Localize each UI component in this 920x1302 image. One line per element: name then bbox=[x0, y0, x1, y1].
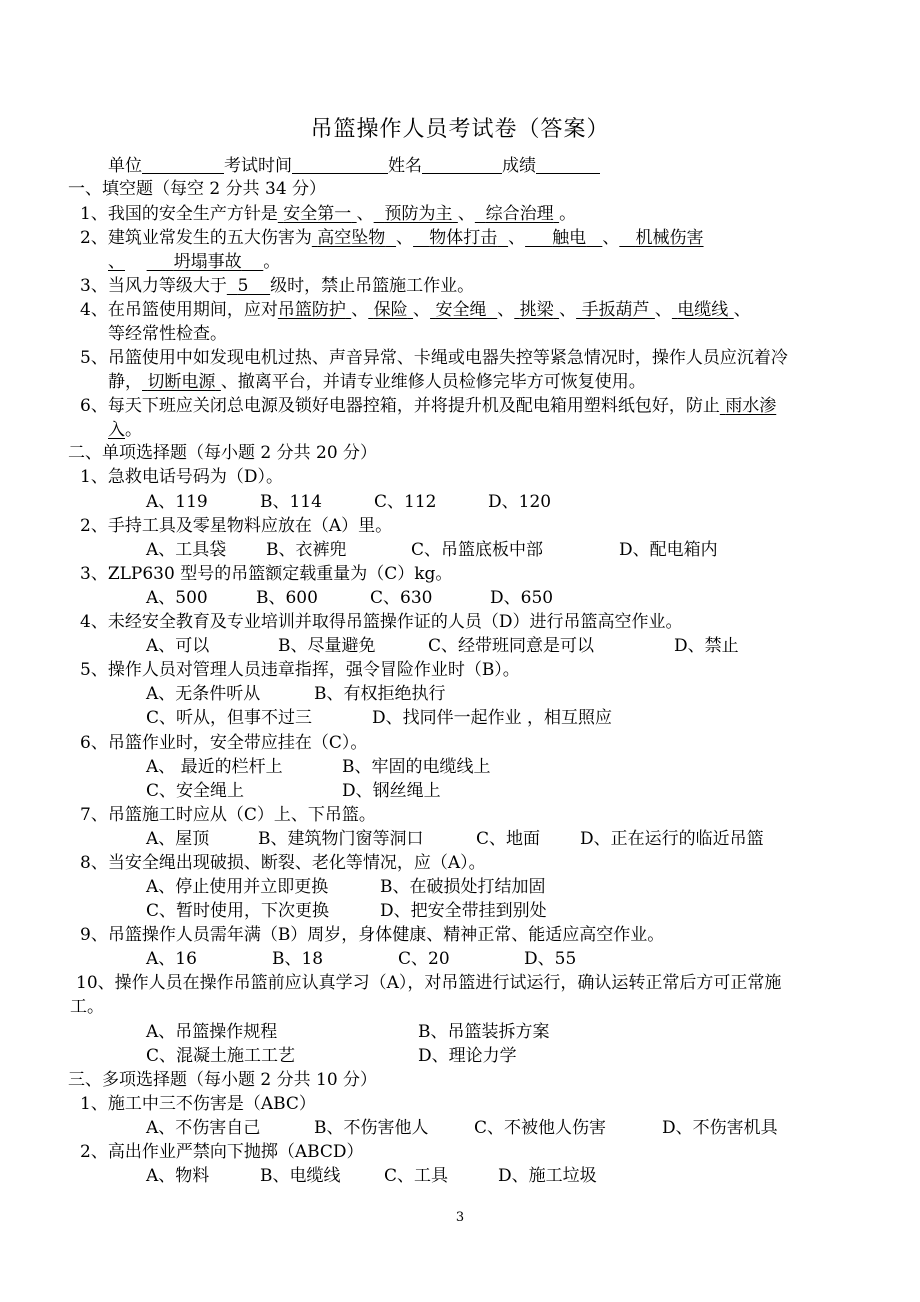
option: D、理论力学 bbox=[418, 1046, 517, 1066]
option: B、电缆线 bbox=[260, 1166, 341, 1186]
option: C、经带班同意是可以 bbox=[428, 636, 595, 656]
option-row bbox=[146, 947, 576, 971]
time-label: 考试时间 bbox=[224, 156, 292, 176]
question-line: 1、我国的安全生产方针是 安全第一 、 预防为主 、 综合治理 。 bbox=[80, 204, 577, 224]
option: B、在破损处打结加固 bbox=[380, 877, 546, 897]
option: C、工具 bbox=[384, 1166, 449, 1186]
answer-blank: 高空坠物 bbox=[317, 228, 386, 248]
option: D、120 bbox=[488, 492, 552, 512]
option-row bbox=[146, 827, 764, 851]
answer-blank: 电缆线 bbox=[677, 300, 729, 320]
option: A、119 bbox=[146, 492, 208, 512]
option: D、钢丝绳上 bbox=[342, 781, 441, 801]
option-row bbox=[146, 1044, 517, 1068]
question-text: 5、操作人员对管理人员违章指挥，强令冒险作业时（B）。 bbox=[80, 660, 520, 680]
answer-blank: 机械伤害 bbox=[635, 228, 704, 248]
question-text: 3、当风力等级大于 bbox=[80, 276, 227, 296]
option: B、18 bbox=[272, 949, 324, 969]
question-text: 8、当安全绳出现破损、断裂、老化等情况，应（A）。 bbox=[80, 853, 486, 873]
option: D、55 bbox=[524, 949, 577, 969]
option-row bbox=[146, 586, 553, 610]
option-row bbox=[146, 899, 547, 923]
answer-blank: 安全绳 bbox=[435, 300, 487, 320]
question-text: 7、吊篮施工时应从（C）上、下吊篮。 bbox=[80, 805, 376, 825]
question-text: 1、急救电话号码为（D）。 bbox=[80, 467, 283, 487]
section-heading: 二、单项选择题（每小题 2 分共 20 分） bbox=[68, 443, 378, 463]
question-text: 2、建筑业常发生的五大伤害为 bbox=[80, 228, 312, 248]
option-row bbox=[146, 682, 446, 706]
section-heading: 一、填空题（每空 2 分共 34 分） bbox=[68, 179, 327, 199]
option-row bbox=[146, 779, 441, 803]
option: C、暂时使用，下次更换 bbox=[146, 901, 330, 921]
option: C、混凝土施工工艺 bbox=[146, 1046, 296, 1066]
option: B、600 bbox=[256, 588, 318, 608]
option: C、安全绳上 bbox=[146, 781, 245, 801]
answer-blank: 5 bbox=[237, 276, 249, 296]
time-blank bbox=[292, 155, 388, 174]
answer-blank: 切断电源 bbox=[147, 372, 216, 392]
question-text: 2、高出作业严禁向下抛掷（ABCD） bbox=[80, 1142, 364, 1162]
question-line: 静， 切断电源 、撤离平台，并请专业维修人员检修完毕方可恢复使用。 bbox=[108, 372, 646, 392]
option: A、500 bbox=[146, 588, 208, 608]
option: D、正在运行的临近吊篮 bbox=[580, 829, 764, 849]
option: B、衣裤兜 bbox=[266, 540, 347, 560]
option: A、物料 bbox=[146, 1166, 210, 1186]
question-text: 2、手持工具及零星物料应放在（A）里。 bbox=[80, 516, 393, 536]
question-text: 1、我国的安全生产方针是 bbox=[80, 204, 278, 224]
option-row bbox=[146, 755, 491, 779]
question-text: 10、操作人员在操作吊篮前应认真学习（A），对吊篮进行试运行，确认运转正常后方可正常施 bbox=[76, 973, 782, 993]
option: D、650 bbox=[490, 588, 554, 608]
question-line: 、 坍塌事故 。 bbox=[108, 252, 281, 272]
option: C、不被他人伤害 bbox=[474, 1118, 607, 1138]
answer-blank: 综合治理 bbox=[485, 204, 554, 224]
option: C、地面 bbox=[476, 829, 541, 849]
question-text: 6、吊篮作业时，安全带应挂在（C）。 bbox=[80, 733, 368, 753]
name-label: 姓名 bbox=[388, 156, 422, 176]
unit-label: 单位 bbox=[108, 156, 142, 176]
option-row bbox=[146, 490, 551, 514]
option: A、可以 bbox=[146, 636, 210, 656]
option: C、112 bbox=[374, 492, 437, 512]
question-text: 4、在吊篮使用期间，应对 bbox=[80, 300, 278, 320]
answer-blank: 安全第一 bbox=[283, 204, 352, 224]
option: A、屋顶 bbox=[146, 829, 210, 849]
score-blank bbox=[536, 155, 600, 174]
answer-blank: 物体打击 bbox=[429, 228, 498, 248]
option: D、禁止 bbox=[674, 636, 739, 656]
option-row bbox=[146, 538, 718, 562]
answer-blank: 入 bbox=[108, 420, 125, 440]
page-title: 吊篮操作人员考试卷（答案） bbox=[310, 117, 610, 142]
option: C、吊篮底板中部 bbox=[411, 540, 544, 560]
answer-blank: 雨水渗 bbox=[725, 396, 777, 416]
option: C、20 bbox=[398, 949, 450, 969]
option-row bbox=[146, 634, 739, 658]
header-fields bbox=[108, 154, 600, 178]
option: A、16 bbox=[146, 949, 197, 969]
answer-blank: 吊篮防护 bbox=[277, 300, 346, 320]
option: D、不伤害机具 bbox=[662, 1118, 778, 1138]
option-row bbox=[146, 875, 546, 899]
question-text: 9、吊篮操作人员需年满（B）周岁，身体健康、精神正常、能适应高空作业。 bbox=[80, 925, 665, 945]
answer-blank: 坍塌事故 bbox=[173, 252, 242, 272]
option: B、牢固的电缆线上 bbox=[342, 757, 491, 777]
question-line: 4、在吊篮使用期间，应对吊篮防护 、 保险 、 安全绳 、 挑梁 、 手扳葫芦 、 电缆线 、 bbox=[80, 300, 751, 320]
question-line: 等经常性检查。 bbox=[108, 324, 227, 344]
option: A、吊篮操作规程 bbox=[146, 1022, 278, 1042]
question-text: 3、ZLP630 型号的吊篮额定载重量为（C）kg。 bbox=[80, 564, 453, 584]
option-row bbox=[146, 706, 612, 730]
option: B、114 bbox=[260, 492, 322, 512]
option-row bbox=[146, 1020, 550, 1044]
option: A、无条件听从 bbox=[146, 684, 261, 704]
option-row bbox=[146, 1116, 778, 1140]
option: A、 最近的栏杆上 bbox=[146, 757, 283, 777]
option: A、不伤害自己 bbox=[146, 1118, 261, 1138]
question-text: 4、未经安全教育及专业培训并取得吊篮操作证的人员（D）进行吊篮高空作业。 bbox=[80, 612, 683, 632]
option-row bbox=[146, 1164, 597, 1188]
option: B、建筑物门窗等洞口 bbox=[258, 829, 424, 849]
page-number: 3 bbox=[455, 1210, 465, 1225]
name-blank bbox=[422, 155, 502, 174]
question-line: 入。 bbox=[108, 420, 142, 440]
option: B、不伤害他人 bbox=[314, 1118, 429, 1138]
option: D、施工垃圾 bbox=[498, 1166, 597, 1186]
option: B、吊篮装拆方案 bbox=[418, 1022, 550, 1042]
option: D、把安全带挂到别处 bbox=[380, 901, 547, 921]
question-line: 3、当风力等级大于 5 级时，禁止吊篮施工作业。 bbox=[80, 276, 475, 296]
option: A、工具袋 bbox=[146, 540, 227, 560]
question-text: 工。 bbox=[70, 997, 104, 1017]
unit-blank bbox=[142, 155, 224, 174]
option: D、配电箱内 bbox=[619, 540, 718, 560]
answer-blank: 挑梁 bbox=[519, 300, 554, 320]
option: C、630 bbox=[370, 588, 433, 608]
question-line: 5、吊篮使用中如发现电机过热、声音异常、卡绳或电器失控等紧急情况时，操作人员应沉着冷 bbox=[80, 348, 788, 368]
question-line bbox=[80, 394, 776, 418]
option: B、尽量避免 bbox=[278, 636, 376, 656]
option: A、停止使用并立即更换 bbox=[146, 877, 329, 897]
answer-blank: 手扳葫芦 bbox=[581, 300, 650, 320]
section-heading: 三、多项选择题（每小题 2 分共 10 分） bbox=[68, 1070, 378, 1090]
question-text: 6、每天下班应关闭总电源及锁好电器控箱，并将提升机及配电箱用塑料纸包好，防止 bbox=[80, 396, 720, 416]
answer-blank: 保险 bbox=[373, 300, 408, 320]
score-label: 成绩 bbox=[502, 156, 536, 176]
answer-blank: 触电 bbox=[552, 228, 587, 248]
option: B、有权拒绝执行 bbox=[314, 684, 446, 704]
option: C、听从，但事不过三 bbox=[146, 708, 313, 728]
question-line: 2、建筑业常发生的五大伤害为 高空坠物 、 物体打击 、 触电 、 机械伤害 bbox=[80, 228, 704, 248]
question-text: 1、施工中三不伤害是（ABC） bbox=[80, 1094, 316, 1114]
option: D、找同伴一起作业 ，相互照应 bbox=[372, 708, 613, 728]
answer-blank: 预防为主 bbox=[384, 204, 453, 224]
